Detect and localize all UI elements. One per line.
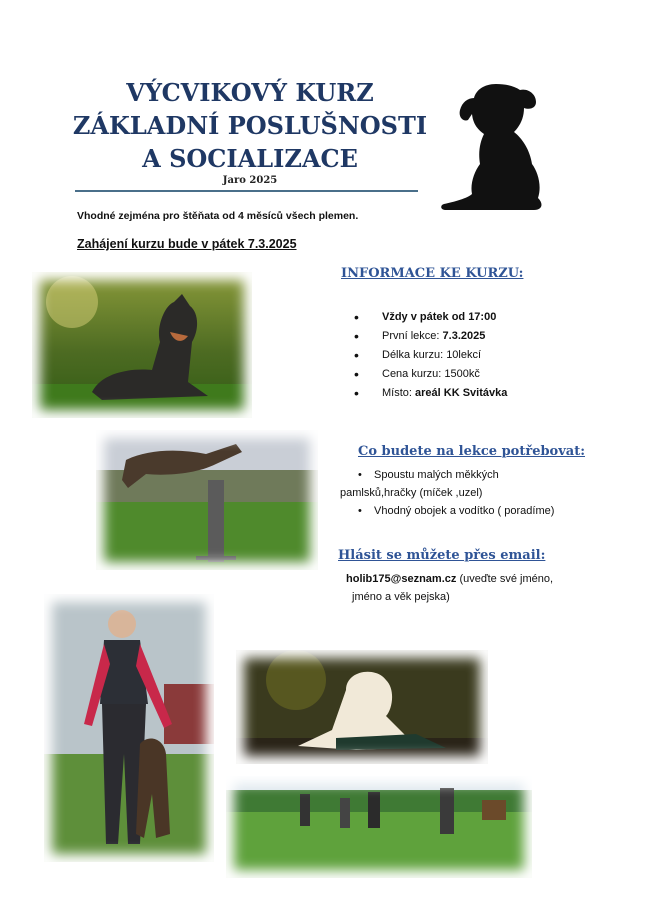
needs-item-treats-cont: pamlsků,hračky (míček ,uzel)	[340, 487, 483, 499]
info-item-first-lesson: • První lekce: 7.3.2025	[344, 327, 507, 346]
info-list	[344, 308, 507, 403]
needs-heading: Co budete na lekce potřebovat:	[358, 444, 586, 459]
contact-text	[346, 570, 586, 606]
needs-list	[336, 466, 586, 520]
photo-woman-with-dog	[44, 594, 214, 862]
info-item-price: • Cena kurzu: 1500kč	[344, 365, 507, 384]
info-item-time: • Vždy v pátek od 17:00	[344, 308, 507, 327]
photo-group-training	[226, 776, 532, 878]
title-line-2: ZÁKLADNÍ POSLUŠNOSTI	[72, 111, 428, 140]
contact-heading: Hlásit se můžete přes email:	[338, 548, 546, 563]
email-address[interactable]: holib175@seznam.cz	[346, 573, 457, 585]
info-item-length: • Délka kurzu: 10lekcí	[344, 346, 507, 365]
title-line-3: A SOCIALIZACE	[142, 144, 358, 173]
needs-item-treats: • Spoustu malých měkkých	[336, 466, 586, 484]
sitting-dog-silhouette-icon	[438, 80, 546, 214]
email-note-2: jméno a věk pejska)	[352, 591, 450, 603]
email-note-1: (uveďte své jméno,	[456, 573, 554, 585]
info-heading: INFORMACE KE KURZU:	[341, 266, 524, 281]
title-divider	[75, 190, 418, 192]
season-subtitle: Jaro 2025	[222, 175, 278, 186]
photo-labrador-puppy	[236, 650, 488, 764]
intro-text: Vhodné zejména pro štěňata od 4 měsíců všech plemen.	[77, 210, 359, 222]
title-line-1: VÝCVIKOVÝ KURZ	[126, 78, 374, 107]
photo-shepherd-lying	[32, 272, 252, 418]
needs-item-collar: • Vhodný obojek a vodítko ( poradíme)	[336, 502, 586, 520]
photo-dog-jumping	[96, 430, 318, 570]
course-start-text: Zahájení kurzu bude v pátek 7.3.2025	[77, 237, 297, 251]
page-title	[60, 76, 440, 175]
info-item-place: • Místo: areál KK Svitávka	[344, 384, 507, 403]
